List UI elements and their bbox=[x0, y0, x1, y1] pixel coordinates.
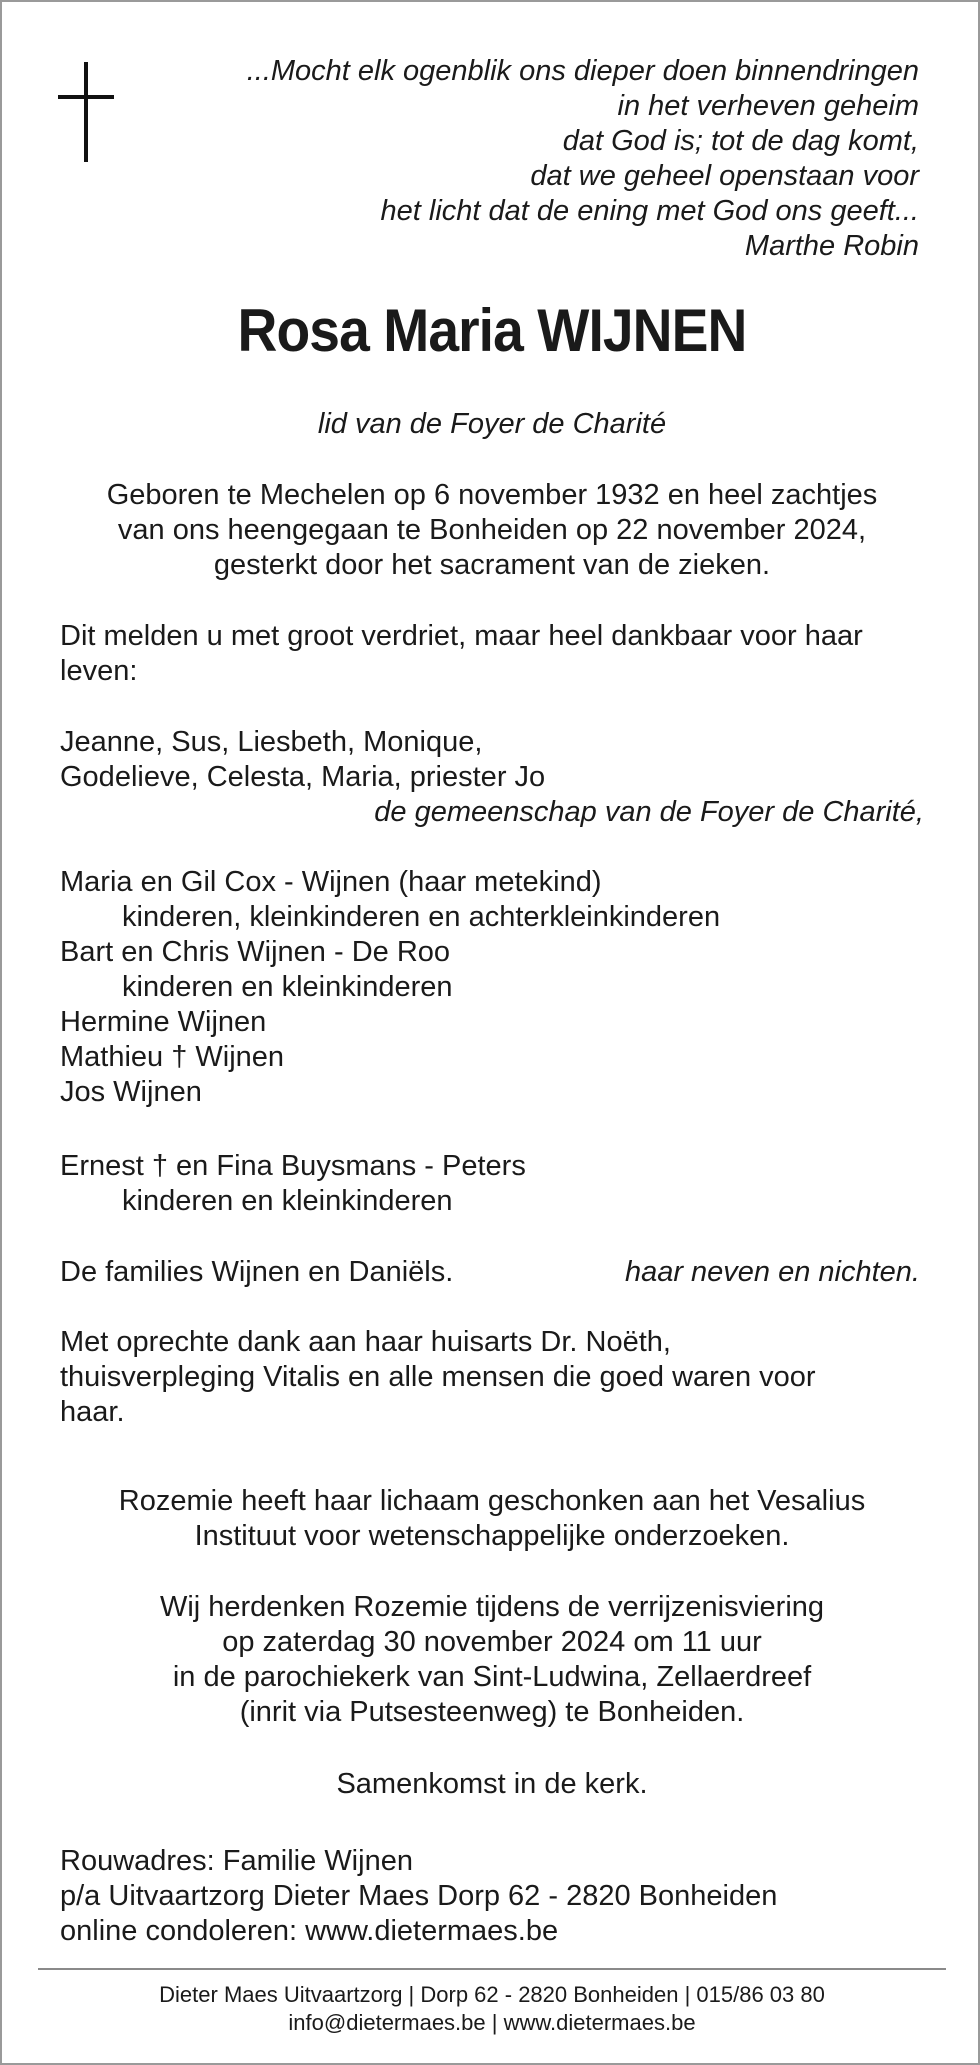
quote-line: dat God is; tot de dag komt, bbox=[562, 125, 919, 157]
text-line: van ons heengegaan te Bonheiden op 22 november 2024, bbox=[117, 514, 867, 546]
text-line: gesterkt door het sacrament van de zieken. bbox=[213, 549, 771, 581]
text-line: leven: bbox=[60, 655, 138, 687]
donation-text bbox=[2, 1484, 980, 1554]
text-line: thuisverpleging Vitalis en alle mensen die goed waren voor bbox=[60, 1361, 816, 1393]
service-text bbox=[2, 1590, 980, 1730]
footer-divider bbox=[38, 1968, 946, 1970]
family-descendants: kinderen, kleinkinderen en achterkleinkinderen bbox=[122, 901, 721, 933]
family-member: Hermine Wijnen bbox=[60, 1006, 267, 1038]
families-line bbox=[60, 1255, 920, 1290]
footer-line: info@dietermaes.be | www.dietermaes.be bbox=[288, 2010, 696, 2035]
gathering-text: Samenkomst in de kerk. bbox=[336, 1768, 648, 1800]
text-line: Dit melden u met groot verdriet, maar heel dankbaar voor haar bbox=[60, 620, 863, 652]
text-line: Wij herdenken Rozemie tijdens de verrijzenisviering bbox=[159, 1591, 825, 1623]
family-descendants: kinderen en kleinkinderen bbox=[122, 1185, 453, 1217]
family-member: Bart en Chris Wijnen - De Roo bbox=[60, 936, 451, 968]
quote-line: dat we geheel openstaan voor bbox=[530, 160, 919, 192]
family-list bbox=[60, 865, 720, 1110]
quote-line: in het verheven geheim bbox=[617, 90, 919, 122]
family-descendants: kinderen en kleinkinderen bbox=[122, 971, 453, 1003]
thanks-text bbox=[60, 1325, 816, 1430]
families-relation: haar neven en nichten. bbox=[624, 1256, 920, 1288]
quote-line: het licht dat de ening met God ons geeft... bbox=[380, 195, 919, 227]
text-line: Jeanne, Sus, Liesbeth, Monique, bbox=[60, 726, 483, 758]
family-member: Maria en Gil Cox - Wijnen (haar metekind) bbox=[60, 866, 602, 898]
text-line: Instituut voor wetenschappelijke onderzoeken. bbox=[194, 1520, 790, 1552]
text-line: (inrit via Putsesteenweg) te Bonheiden. bbox=[239, 1696, 745, 1728]
family-member: Mathieu † Wijnen bbox=[60, 1041, 285, 1073]
deceased-name: Rosa Maria WIJNEN bbox=[237, 297, 747, 364]
text-line: in de parochiekerk van Sint-Ludwina, Zellaerdreef bbox=[172, 1661, 812, 1693]
footer-line: Dieter Maes Uitvaartzorg | Dorp 62 - 2820 Bonheiden | 015/86 03 80 bbox=[159, 1982, 825, 2007]
community-list bbox=[60, 725, 924, 830]
text-line: Rouwadres: Familie Wijnen bbox=[60, 1845, 413, 1877]
text-line: Met oprechte dank aan haar huisarts Dr. Noëth, bbox=[60, 1326, 671, 1358]
family-member: Ernest † en Fina Buysmans - Peters bbox=[60, 1150, 526, 1182]
quote-line: ...Mocht elk ogenblik ons dieper doen binnendringen bbox=[246, 55, 919, 87]
footer bbox=[2, 1981, 980, 2037]
text-line: Godelieve, Celesta, Maria, priester Jo bbox=[60, 761, 546, 793]
quote-author: Marthe Robin bbox=[744, 230, 919, 262]
text-line: haar. bbox=[60, 1396, 125, 1428]
mourning-address bbox=[60, 1844, 777, 1949]
family-member: Jos Wijnen bbox=[60, 1076, 202, 1108]
community-caption: de gemeenschap van de Foyer de Charité, bbox=[374, 796, 924, 828]
text-line: p/a Uitvaartzorg Dieter Maes Dorp 62 - 2820 Bonheiden bbox=[60, 1880, 778, 1912]
text-line: Rozemie heeft haar lichaam geschonken aan het Vesalius bbox=[118, 1485, 866, 1517]
families-names: De families Wijnen en Daniëls. bbox=[60, 1256, 454, 1288]
family-list-2 bbox=[60, 1149, 526, 1219]
text-line: Geboren te Mechelen op 6 november 1932 en heel zachtjes bbox=[106, 479, 878, 511]
cross-icon bbox=[58, 62, 114, 162]
deceased-subtitle: lid van de Foyer de Charité bbox=[317, 408, 667, 440]
text-line: online condoleren: www.dietermaes.be bbox=[60, 1915, 559, 1947]
opening-quote bbox=[159, 54, 919, 264]
announcement-text bbox=[60, 619, 863, 689]
birth-death-text bbox=[2, 478, 980, 583]
text-line: op zaterdag 30 november 2024 om 11 uur bbox=[222, 1626, 762, 1658]
